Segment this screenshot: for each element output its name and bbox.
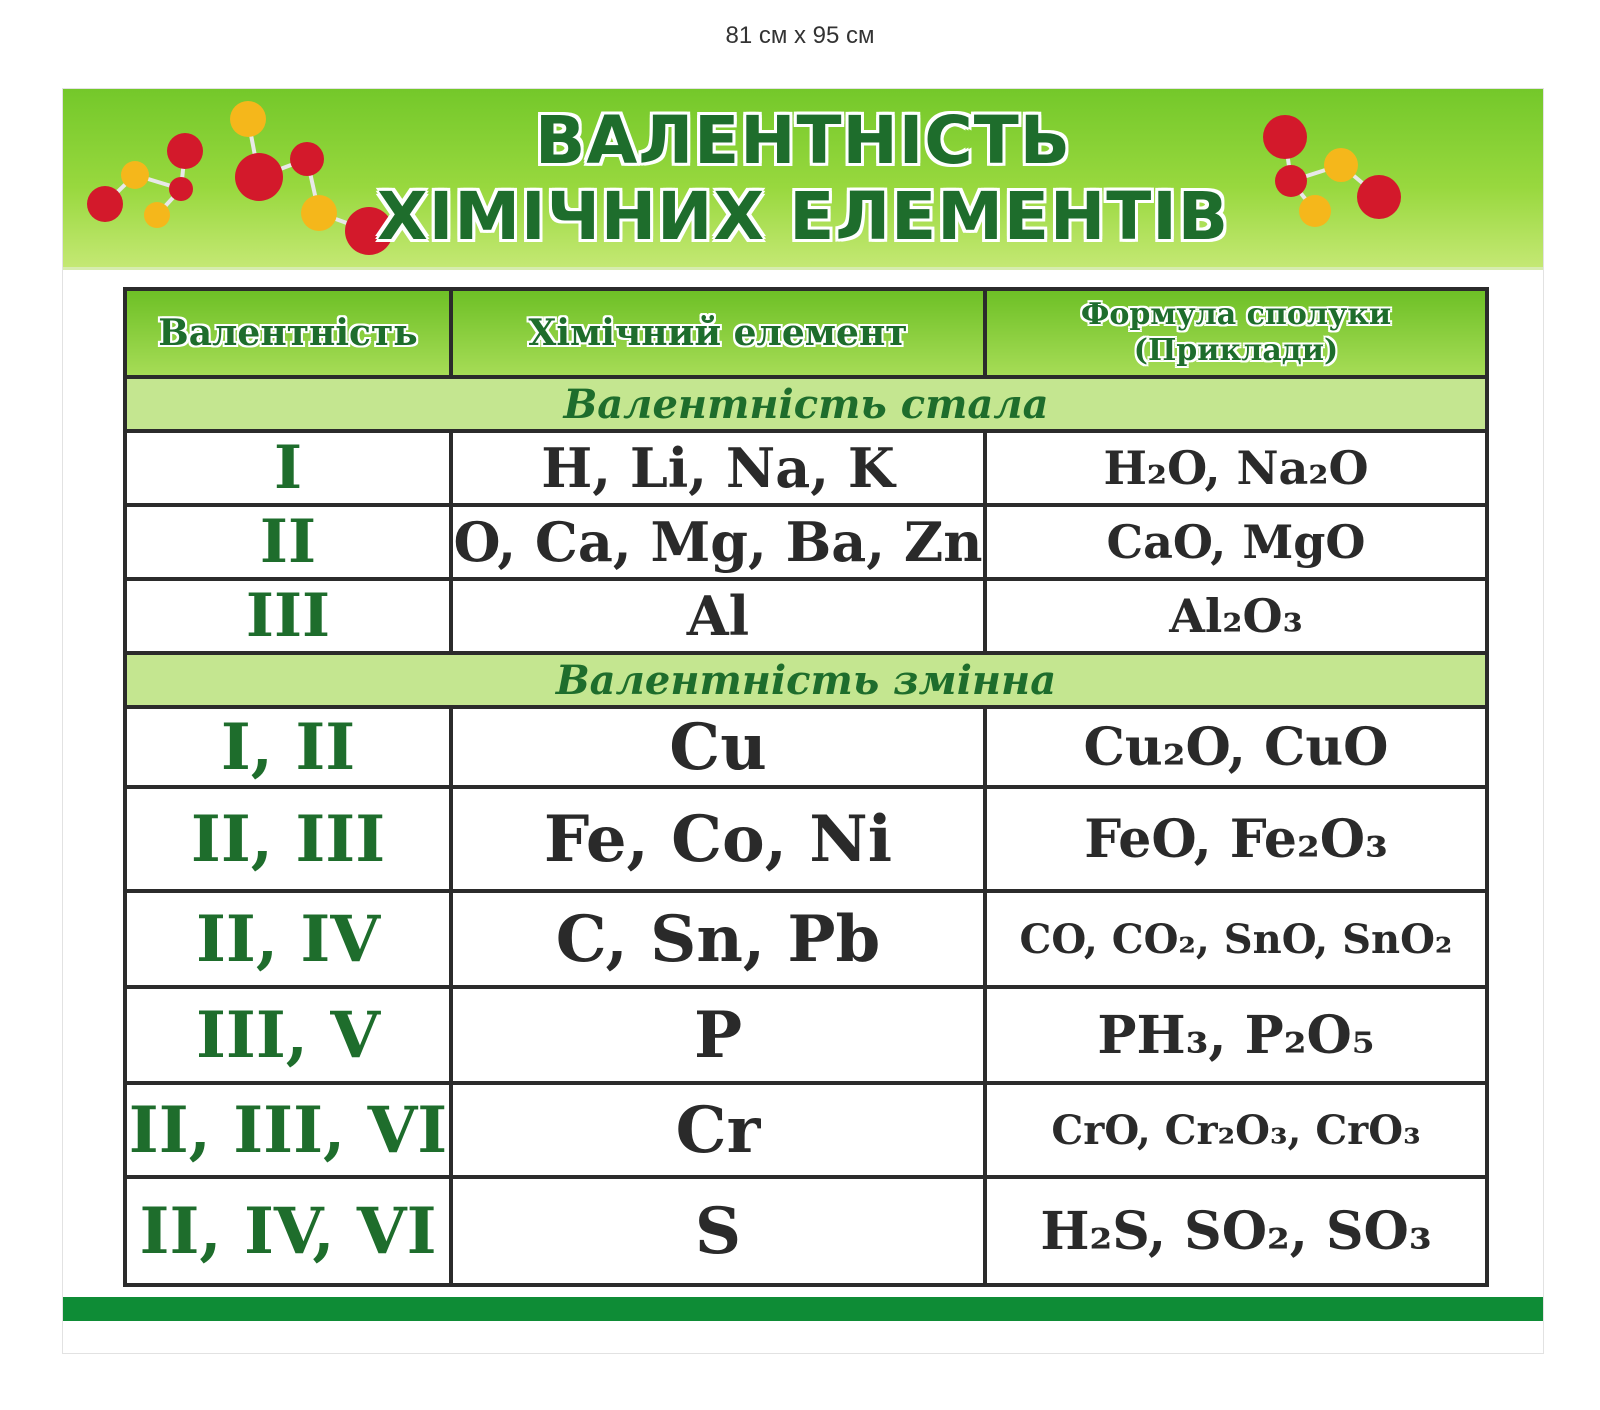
formula-cell: Cu₂O, CuO [985, 707, 1487, 787]
formula-cell: Al₂O₃ [985, 579, 1487, 653]
valence-cell: I [125, 431, 451, 505]
section-row-constant [125, 377, 1487, 431]
header-formula [985, 289, 1487, 377]
element-cell: Cu [451, 707, 985, 787]
formula-cell: H₂O, Na₂O [985, 431, 1487, 505]
table-row [125, 1083, 1487, 1177]
title-line-1: ВАЛЕНТНІСТЬ [534, 102, 1072, 179]
title-line-2: ХІМІЧНИХ ЕЛЕМЕНТІВ [376, 178, 1230, 255]
table-row [125, 1177, 1487, 1285]
header-element: Хімічний елемент [451, 289, 985, 377]
formula-cell: PH₃, P₂O₅ [985, 987, 1487, 1083]
poster-header [63, 89, 1543, 270]
valence-cell: I, II [125, 707, 451, 787]
valence-cell: II, IV, VI [125, 1177, 451, 1285]
element-cell: Al [451, 579, 985, 653]
formula-cell: FeO, Fe₂O₃ [985, 787, 1487, 891]
section-row-variable [125, 653, 1487, 707]
element-cell: P [451, 987, 985, 1083]
valence-cell: II [125, 505, 451, 579]
element-cell: Cr [451, 1083, 985, 1177]
valence-cell: III, V [125, 987, 451, 1083]
table-header-row [125, 289, 1487, 377]
header-formula-line-1: Формула сполуки [1080, 297, 1392, 332]
valence-cell: II, III [125, 787, 451, 891]
valence-cell: II, III, VI [125, 1083, 451, 1177]
table-row [125, 505, 1487, 579]
element-cell: H, Li, Na, K [451, 431, 985, 505]
valence-table [123, 287, 1489, 1287]
size-label: 81 см х 95 см [725, 22, 875, 49]
header-formula-line-2: (Приклади) [1133, 333, 1339, 368]
element-cell: C, Sn, Pb [451, 891, 985, 987]
table-row [125, 431, 1487, 505]
element-cell: Fe, Co, Ni [451, 787, 985, 891]
section-title-variable: Валентність змінна [125, 653, 1487, 707]
molecule-decoration-right-icon [1253, 89, 1423, 267]
table-row [125, 579, 1487, 653]
formula-cell: CrO, Cr₂O₃, CrO₃ [985, 1083, 1487, 1177]
table-row [125, 707, 1487, 787]
valence-poster [62, 88, 1544, 1354]
header-valence: Валентність [125, 289, 451, 377]
table-row [125, 987, 1487, 1083]
table-row [125, 891, 1487, 987]
section-title-constant: Валентність стала [125, 377, 1487, 431]
valence-cell: II, IV [125, 891, 451, 987]
formula-cell: CaO, MgO [985, 505, 1487, 579]
element-cell: O, Ca, Mg, Ba, Zn [451, 505, 985, 579]
bottom-bar [63, 1297, 1543, 1321]
valence-cell: III [125, 579, 451, 653]
table-row [125, 787, 1487, 891]
element-cell: S [451, 1177, 985, 1285]
formula-cell: CO, CO₂, SnO, SnO₂ [985, 891, 1487, 987]
formula-cell: H₂S, SO₂, SO₃ [985, 1177, 1487, 1285]
